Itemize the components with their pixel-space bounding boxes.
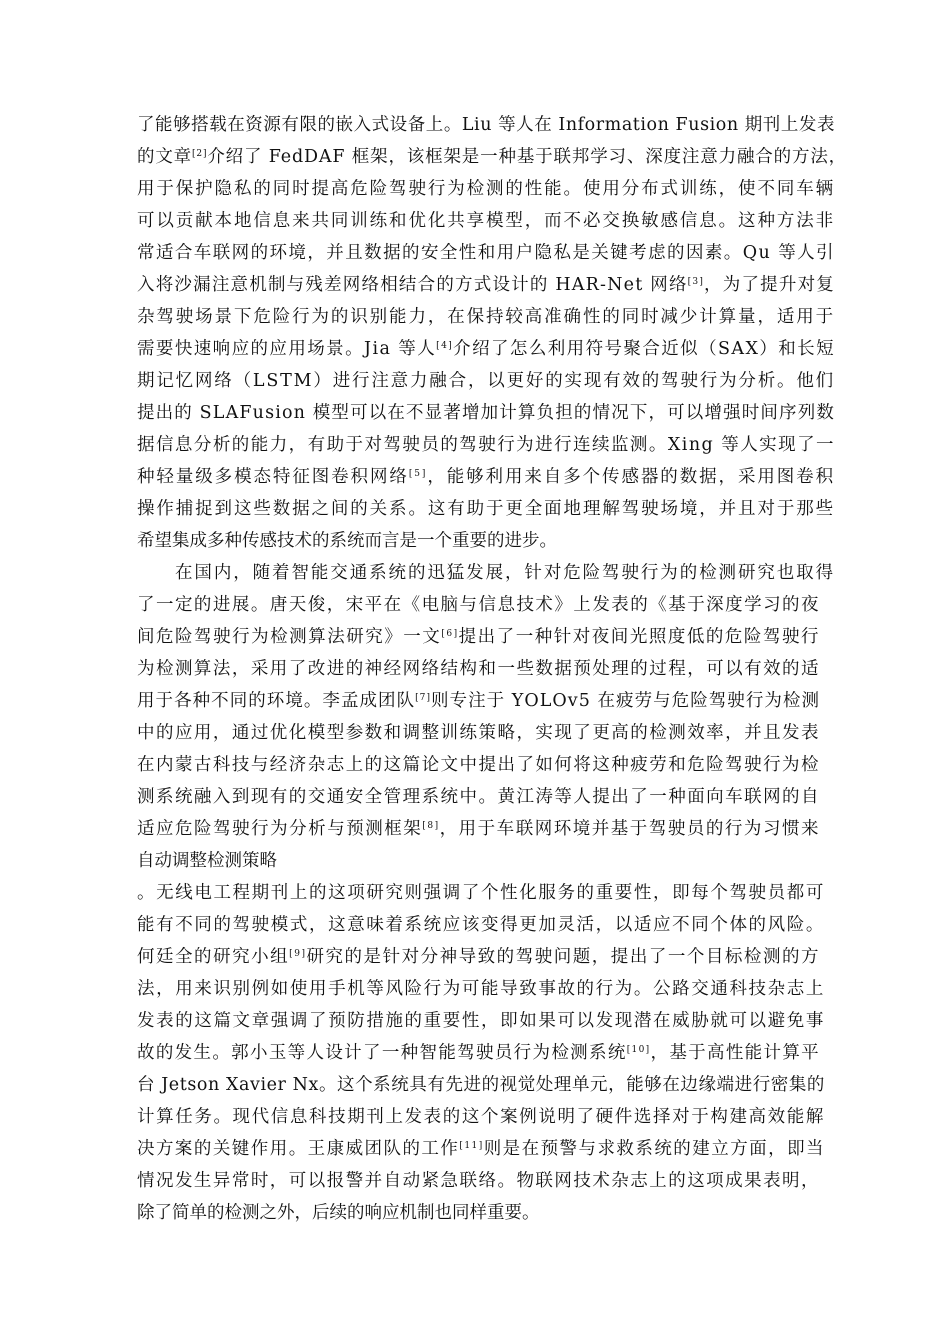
citation-ref: [4] [436,341,454,351]
line-text: 需要快速响应的应用场景。Jia 等人 [137,339,437,359]
text-line [137,1008,825,1034]
text-line [137,656,820,682]
line-text: 测系统融入到现有的交通安全管理系统中。黄江涛等人提出了一种面向车联网的自 [137,787,820,807]
text-line [137,1136,825,1162]
text-line [137,432,835,458]
text-line [137,208,835,234]
line-text: 用于各种不同的环境。李孟成团队 [137,691,416,711]
line-text: 则是在预警与求救系统的建立方面，即当 [483,1139,826,1159]
line-text: 据信息分析的能力，有助于对驾驶员的驾驶行为进行连续监测。Xing 等人实现了一 [137,435,835,455]
line-text: 法，用来识别例如使用手机等风险行为可能导致事故的行为。公路交通科技杂志上 [137,979,825,999]
text-line [175,560,835,586]
line-text: 则专注于 YOLOv5 在疲劳与危险驾驶行为检测 [431,691,821,711]
line-text: 提出了一种针对夜间光照度低的危险驾驶行 [458,627,821,647]
line-text: 发表的这篇文章强调了预防措施的重要性，即如果可以发现潜在威胁就可以避免事 [137,1011,825,1031]
line-text: ，基于高性能计算平 [650,1043,821,1063]
text-line [137,1104,825,1130]
line-text: 中的应用，通过优化模型参数和调整训练策略，实现了更高的检测效率，并且发表 [137,723,820,743]
line-text: ，为了提升对复 [704,275,835,295]
line-text: 的文章 [137,147,193,167]
line-text: 。无线电工程期刊上的这项研究则强调了个性化服务的重要性，即每个驾驶员都可 [137,883,825,903]
line-text: 了一定的进展。唐天俊，宋平在《电脑与信息技术》上发表的《基于深度学习的夜 [137,595,820,615]
text-line [137,592,820,618]
citation-ref: [11] [459,1141,484,1151]
citation-ref: [8] [422,821,440,831]
line-text: 希望集成多种传感技术的系统而言是一个重要的进步。 [137,531,557,551]
text-line [137,720,820,746]
citation-ref: [6] [441,629,459,639]
text-line [137,752,820,778]
line-text: 何廷全的研究小组 [137,947,290,967]
text-line [137,1168,820,1194]
line-text: 在内蒙古科技与经济杂志上的这篇论文中提出了如何将这种疲劳和危险驾驶行为检 [137,755,820,775]
line-text: 能有不同的驾驶模式，这意味着系统应该变得更加灵活，以适应不同个体的风险。 [137,915,825,935]
text-line [137,496,835,522]
text-line [137,688,820,714]
line-text: 为检测算法，采用了改进的神经网络结构和一些数据预处理的过程，可以有效的适 [137,659,820,679]
text-line [137,976,825,1002]
text-line [137,336,835,362]
line-text: 用于保护隐私的同时提高危险驾驶行为检测的性能。使用分布式训练，使不同车辆 [137,179,835,199]
line-text: 杂驾驶场景下危险行为的识别能力，在保持较高准确性的同时减少计算量，适用于 [137,307,835,327]
line-text: 期记忆网络（LSTM）进行注意力融合，以更好的实现有效的驾驶行为分析。他们 [137,371,835,391]
line-text: 可以贡献本地信息来共同训练和优化共享模型，而不必交换敏感信息。这种方法非 [137,211,835,231]
line-text: 除了简单的检测之外，后续的响应机制也同样重要。 [137,1203,540,1223]
citation-ref: [9] [289,949,307,959]
text-line [137,816,820,842]
line-text: ，用于车联网环境并基于驾驶员的行为习惯来 [439,819,821,839]
text-line [137,464,835,490]
line-text: 故的发生。郭小玉等人设计了一种智能驾驶员行为检测系统 [137,1043,627,1063]
text-line [137,144,847,170]
line-text: 情况发生异常时，可以报警并自动紧急联络。物联网技术杂志上的这项成果表明， [137,1171,820,1191]
text-line [137,624,820,650]
text-line [137,368,835,394]
line-text: 间危险驾驶行为检测算法研究》一文 [137,627,442,647]
citation-ref: [7] [415,693,431,703]
text-line [137,304,835,330]
line-text: 计算任务。现代信息科技期刊上发表的这个案例说明了硬件选择对于构建高效能解 [137,1107,825,1127]
line-text: 常适合车联网的环境，并且数据的安全性和用户隐私是关键考虑的因素。Qu 等人引 [137,243,835,263]
text-line [137,240,835,266]
line-text: 研究的是针对分神导致的驾驶问题，提出了一个目标检测的方 [306,947,821,967]
citation-ref: [3] [687,277,705,287]
line-text: 适应危险驾驶行为分析与预测框架 [137,819,423,839]
text-line [137,1040,820,1066]
text-line [137,944,820,970]
text-line [137,784,820,810]
line-text: 介绍了怎么利用符号聚合近似（SAX）和长短 [453,339,836,359]
line-text: 介绍了 FedDAF 框架，该框架是一种基于联邦学习、深度注意力融合的方法， [207,147,847,167]
text-line [137,1200,540,1226]
line-text: 决方案的关键作用。王康威团队的工作 [137,1139,460,1159]
text-line [137,272,835,298]
text-line [137,528,557,554]
text-line [137,1072,825,1098]
text-line [137,848,277,874]
line-text: 操作捕捉到这些数据之间的关系。这有助于更全面地理解驾驶场境，并且对于那些 [137,499,835,519]
line-text: 种轻量级多模态特征图卷积网络 [137,467,409,487]
text-line [137,400,835,426]
text-line [137,912,825,938]
line-text: 入将沙漏注意机制与残差网络相结合的方式设计的 HAR-Net 网络 [137,275,688,295]
line-text: 台 Jetson Xavier Nx。这个系统具有先进的视觉处理单元，能够在边缘端进行密集的 [137,1075,825,1095]
line-text: 自动调整检测策略 [137,851,277,871]
line-text: ，能够利用来自多个传感器的数据，采用图卷积 [427,467,836,487]
text-line [137,880,825,906]
line-text: 在国内，随着智能交通系统的迅猛发展，针对危险驾驶行为的检测研究也取得 [175,563,835,583]
citation-ref: [10] [626,1045,651,1055]
line-text: 了能够搭载在资源有限的嵌入式设备上。Liu 等人在 Information Fusion 期刊上发表 [137,115,835,135]
text-line [137,176,835,202]
citation-ref: [5] [408,469,428,479]
citation-ref: [2] [192,149,208,159]
line-text: 提出的 SLAFusion 模型可以在不显著增加计算负担的情况下，可以增强时间序列数 [137,403,835,423]
text-line [137,112,835,138]
